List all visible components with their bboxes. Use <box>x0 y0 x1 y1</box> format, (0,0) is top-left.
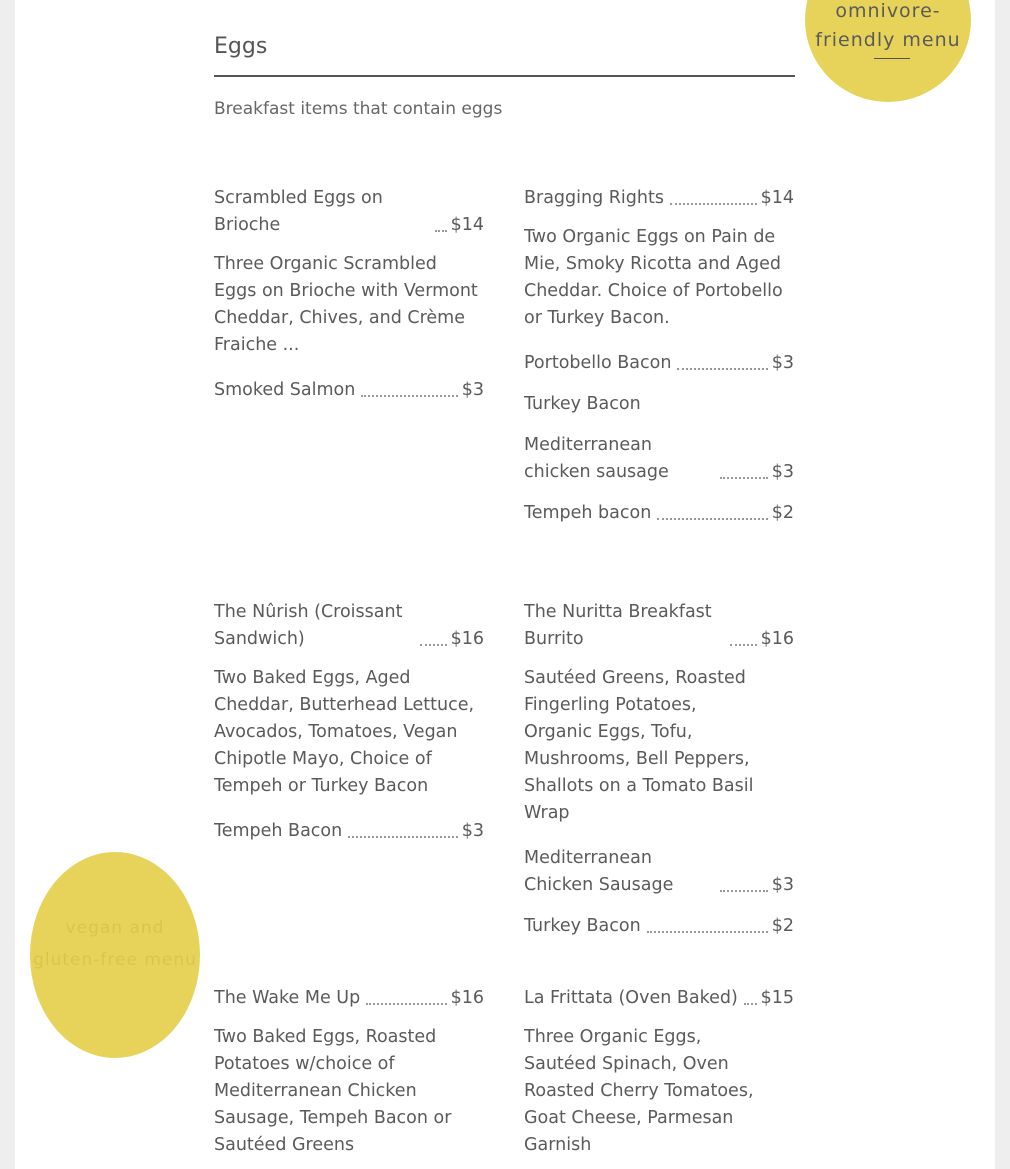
addon-price: $2 <box>771 916 794 936</box>
addon-row <box>524 913 794 940</box>
leader-dots <box>730 643 757 646</box>
addon-row <box>214 818 484 845</box>
menu-item <box>214 185 484 404</box>
section-title: Eggs <box>214 34 268 59</box>
item-header <box>214 599 484 653</box>
addon-price: $3 <box>771 462 794 482</box>
menu-item <box>214 599 484 845</box>
item-name: The Nuritta Breakfast Burrito <box>524 602 712 649</box>
leader-dots <box>366 1002 446 1005</box>
addon-name: Mediterranean chicken sausage <box>524 435 669 482</box>
item-name: Bragging Rights <box>524 188 664 208</box>
menu-item <box>524 185 794 527</box>
item-header <box>214 185 484 239</box>
item-price: $14 <box>760 188 794 208</box>
item-description: Sautéed Greens, Roasted Fingerling Potatoes, Organic Eggs, Tofu, Mushrooms, Bell Peppers, Shallots on a Tomato Basil Wrap <box>524 668 754 823</box>
leader-dots <box>348 835 458 838</box>
item-header <box>214 985 484 1012</box>
leader-dots <box>435 229 447 232</box>
leader-dots <box>670 202 757 205</box>
leader-dots <box>720 889 768 892</box>
addon-row <box>214 377 484 404</box>
addon-name: Tempeh bacon <box>524 503 652 523</box>
item-price: $16 <box>450 629 484 649</box>
item-name: The Wake Me Up <box>214 988 361 1008</box>
item-description: Three Organic Eggs, Sautéed Spinach, Oven Roasted Cherry Tomatoes, Goat Cheese, Parmesan Garnish <box>524 1027 754 1155</box>
leader-dots <box>677 367 767 370</box>
item-description: Two Organic Eggs on Pain de Mie, Smoky Ricotta and Aged Cheddar. Choice of Portobello or Turkey Bacon. <box>524 227 783 328</box>
item-header <box>524 599 794 653</box>
menu-item <box>214 985 484 1159</box>
menu-item <box>524 985 794 1159</box>
item-price: $14 <box>450 215 484 235</box>
addon-name: Smoked Salmon <box>214 380 356 400</box>
section-divider <box>214 75 795 77</box>
item-name: La Frittata (Oven Baked) <box>524 988 738 1008</box>
addon-name: Turkey Bacon <box>524 916 641 936</box>
addon-name: Turkey Bacon <box>524 394 641 414</box>
addon-row <box>524 350 794 377</box>
addon-row <box>524 500 794 527</box>
addon-price: $3 <box>461 380 484 400</box>
addon-row <box>524 391 794 418</box>
item-price: $15 <box>760 988 794 1008</box>
leader-dots <box>647 930 768 933</box>
addon-name: Mediterranean Chicken Sausage <box>524 848 674 895</box>
item-name: The Nûrish (Croissant Sandwich) <box>214 602 403 649</box>
leader-dots <box>361 394 457 397</box>
addon-price: $2 <box>771 503 794 523</box>
badge-label: vegan and gluten-free menu <box>33 918 197 970</box>
vegan-menu-badge[interactable] <box>30 852 200 1058</box>
menu-item <box>524 599 794 940</box>
item-description: Three Organic Scrambled Eggs on Brioche with Vermont Cheddar, Chives, and Crème Fraiche ... <box>214 254 478 355</box>
addon-name: Tempeh Bacon <box>214 821 343 841</box>
addon-row <box>524 845 794 899</box>
leader-dots <box>744 1002 757 1005</box>
addon-name: Portobello Bacon <box>524 353 672 373</box>
item-description: Two Baked Eggs, Roasted Potatoes w/choice of Mediterranean Chicken Sausage, Tempeh Bacon or Sautéed Greens <box>214 1027 452 1155</box>
item-header <box>524 185 794 212</box>
addon-row <box>524 432 794 486</box>
addon-price: $3 <box>771 875 794 895</box>
item-price: $16 <box>760 629 794 649</box>
addon-price: $3 <box>461 821 484 841</box>
leader-dots <box>720 476 768 479</box>
section-description: Breakfast items that contain eggs <box>214 99 503 119</box>
item-name: Scrambled Eggs on Brioche <box>214 188 383 235</box>
item-description: Two Baked Eggs, Aged Cheddar, Butterhead Lettuce, Avocados, Tomatoes, Vegan Chipotle Mayo, Choice of Tempeh or Turkey Bacon <box>214 668 475 796</box>
item-price: $16 <box>450 988 484 1008</box>
badge-label: omnivore-friendly menu <box>815 0 961 51</box>
item-header <box>524 985 794 1012</box>
leader-dots <box>420 643 447 646</box>
badge-divider <box>874 58 910 59</box>
leader-dots <box>657 517 767 520</box>
addon-price: $3 <box>771 353 794 373</box>
